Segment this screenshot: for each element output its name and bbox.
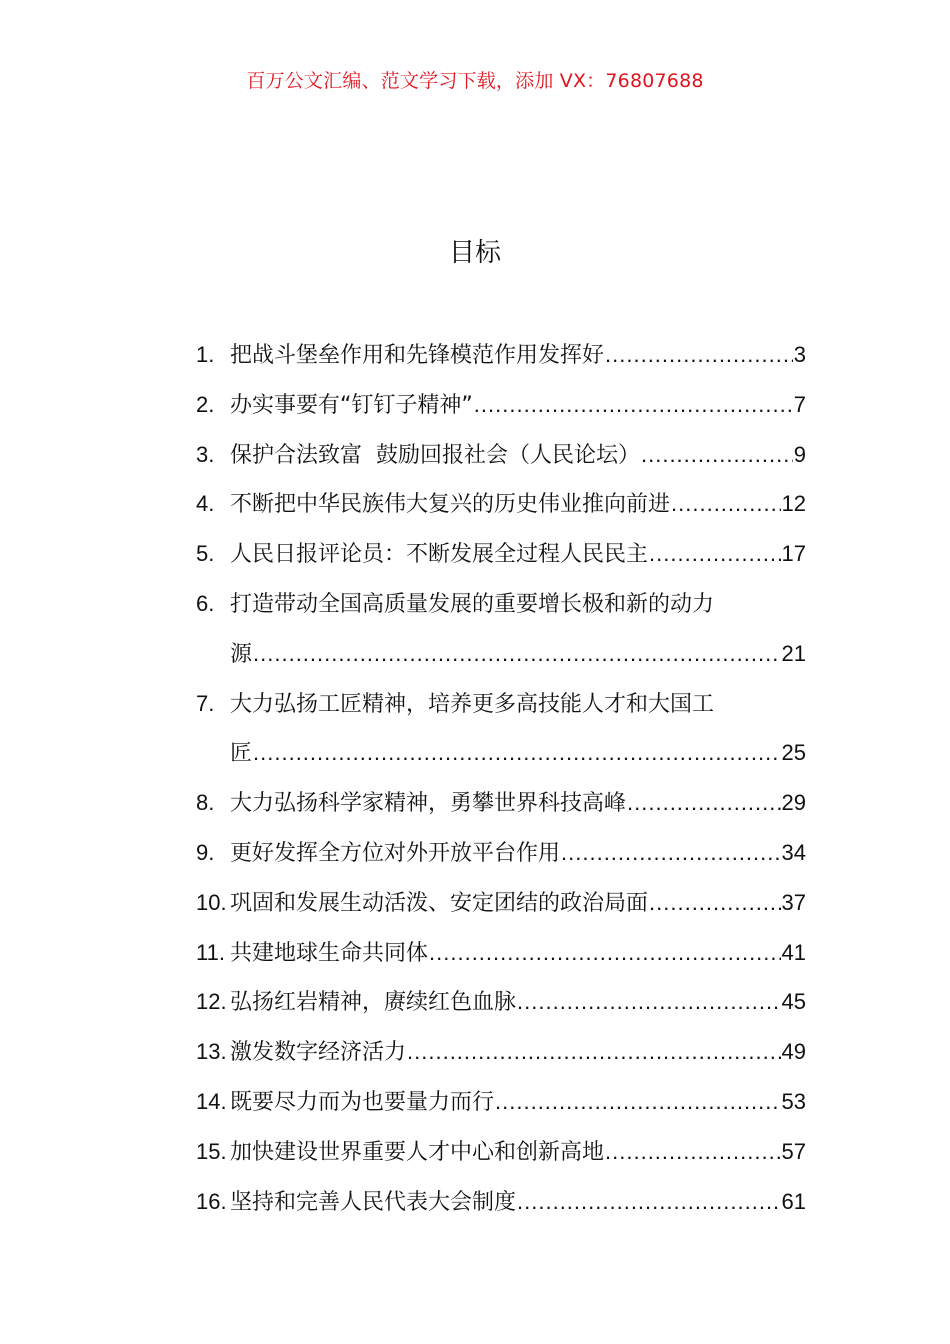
- toc-entry[interactable]: [196, 430, 806, 480]
- toc-leader: [649, 878, 781, 928]
- toc-number: 5.: [196, 541, 215, 567]
- toc-entry[interactable]: [196, 1027, 806, 1077]
- toc-leader: [253, 629, 781, 679]
- toc-leader: [407, 1027, 781, 1077]
- toc-page: 37: [781, 889, 806, 915]
- toc-page: 57: [781, 1138, 806, 1164]
- toc-text: 人民日报评论员：不断发展全过程人民民主: [230, 542, 649, 568]
- toc-entry[interactable]: [196, 1127, 806, 1177]
- toc-page: 7: [793, 391, 806, 417]
- toc-page: 12: [781, 491, 806, 517]
- toc-leader: [253, 728, 781, 778]
- toc-page: 21: [781, 640, 806, 666]
- toc-entry[interactable]: [196, 679, 806, 779]
- toc-entry[interactable]: [196, 1177, 806, 1227]
- toc-text: 不断把中华民族伟大复兴的历史伟业推向前进: [230, 492, 671, 518]
- toc-entry[interactable]: [196, 479, 806, 529]
- toc-text: 保护合法致富 鼓励回报社会（人民论坛）: [230, 442, 640, 468]
- toc-text-continued: 匠: [230, 741, 253, 767]
- toc-number: 1.: [196, 342, 215, 367]
- toc-number: 2.: [196, 391, 215, 417]
- toc-leader: [671, 479, 781, 529]
- toc-leader: [627, 778, 781, 828]
- watermark-header: 百万公文汇编、范文学习下载，添加 VX：76807688: [246, 70, 704, 92]
- toc-page: 9: [793, 441, 806, 467]
- toc-page: 29: [781, 790, 806, 816]
- toc-leader: [605, 330, 793, 380]
- toc-leader: [474, 380, 793, 430]
- toc-number: 6.: [196, 590, 215, 616]
- toc-entry[interactable]: [196, 977, 806, 1027]
- table-of-contents: [196, 330, 806, 1226]
- toc-entry[interactable]: [196, 529, 806, 579]
- toc-page: 53: [781, 1088, 806, 1114]
- toc-number: 4.: [196, 491, 215, 517]
- toc-page: 61: [781, 1188, 806, 1214]
- toc-text: 大力弘扬工匠精神，培养更多高技能人才和大国工: [230, 691, 715, 717]
- toc-text: 弘扬红岩精神，赓续红色血脉: [230, 990, 517, 1016]
- toc-leader: [495, 1077, 781, 1127]
- toc-number: 3.: [196, 441, 215, 467]
- toc-page: 49: [781, 1039, 806, 1065]
- toc-page: 17: [781, 541, 806, 567]
- toc-text: 共建地球生命共同体: [230, 940, 429, 966]
- toc-text: 更好发挥全方位对外开放平台作用: [230, 840, 561, 866]
- toc-number: 10.: [196, 889, 227, 915]
- toc-number: 14.: [196, 1088, 227, 1114]
- document-title: 目标: [448, 238, 501, 268]
- toc-text: 既要尽力而为也要量力而行: [230, 1089, 495, 1115]
- toc-entry[interactable]: [196, 579, 806, 679]
- toc-page: 45: [781, 989, 806, 1015]
- toc-number: 12.: [196, 989, 227, 1015]
- toc-number: 9.: [196, 839, 215, 865]
- toc-entry[interactable]: [196, 928, 806, 978]
- toc-leader: [517, 1177, 781, 1227]
- toc-text: 大力弘扬科学家精神，勇攀世界科技高峰: [230, 791, 627, 817]
- toc-entry[interactable]: [196, 878, 806, 928]
- toc-leader: [429, 928, 781, 978]
- toc-entry[interactable]: [196, 1077, 806, 1127]
- toc-page: 3: [793, 342, 806, 367]
- toc-number: 15.: [196, 1138, 227, 1164]
- toc-number: 8.: [196, 790, 215, 816]
- toc-number: 16.: [196, 1188, 227, 1214]
- toc-entry[interactable]: [196, 380, 806, 430]
- toc-page: 25: [781, 740, 806, 766]
- toc-text-continued: 源: [230, 641, 253, 667]
- toc-text: 办实事要有“钉钉子精神”: [230, 392, 473, 418]
- toc-leader: [517, 977, 781, 1027]
- toc-text: 巩固和发展生动活泼、安定团结的政治局面: [230, 890, 649, 916]
- toc-number: 11.: [196, 939, 225, 965]
- toc-entry[interactable]: [196, 330, 806, 380]
- toc-text: 把战斗堡垒作用和先锋模范作用发挥好: [230, 343, 605, 368]
- toc-page: 34: [781, 839, 806, 865]
- toc-leader: [605, 1127, 781, 1177]
- toc-entry[interactable]: [196, 778, 806, 828]
- toc-leader: [641, 430, 793, 480]
- toc-number: 13.: [196, 1039, 227, 1065]
- toc-leader: [561, 828, 781, 878]
- toc-number: 7.: [196, 690, 215, 716]
- toc-entry[interactable]: [196, 828, 806, 878]
- toc-text: 坚持和完善人民代表大会制度: [230, 1189, 517, 1215]
- toc-text: 加快建设世界重要人才中心和创新高地: [230, 1139, 605, 1165]
- toc-page: 41: [781, 939, 806, 965]
- toc-text: 打造带动全国高质量发展的重要增长极和新的动力: [230, 591, 715, 617]
- toc-leader: [649, 529, 781, 579]
- toc-text: 激发数字经济活力: [230, 1040, 407, 1066]
